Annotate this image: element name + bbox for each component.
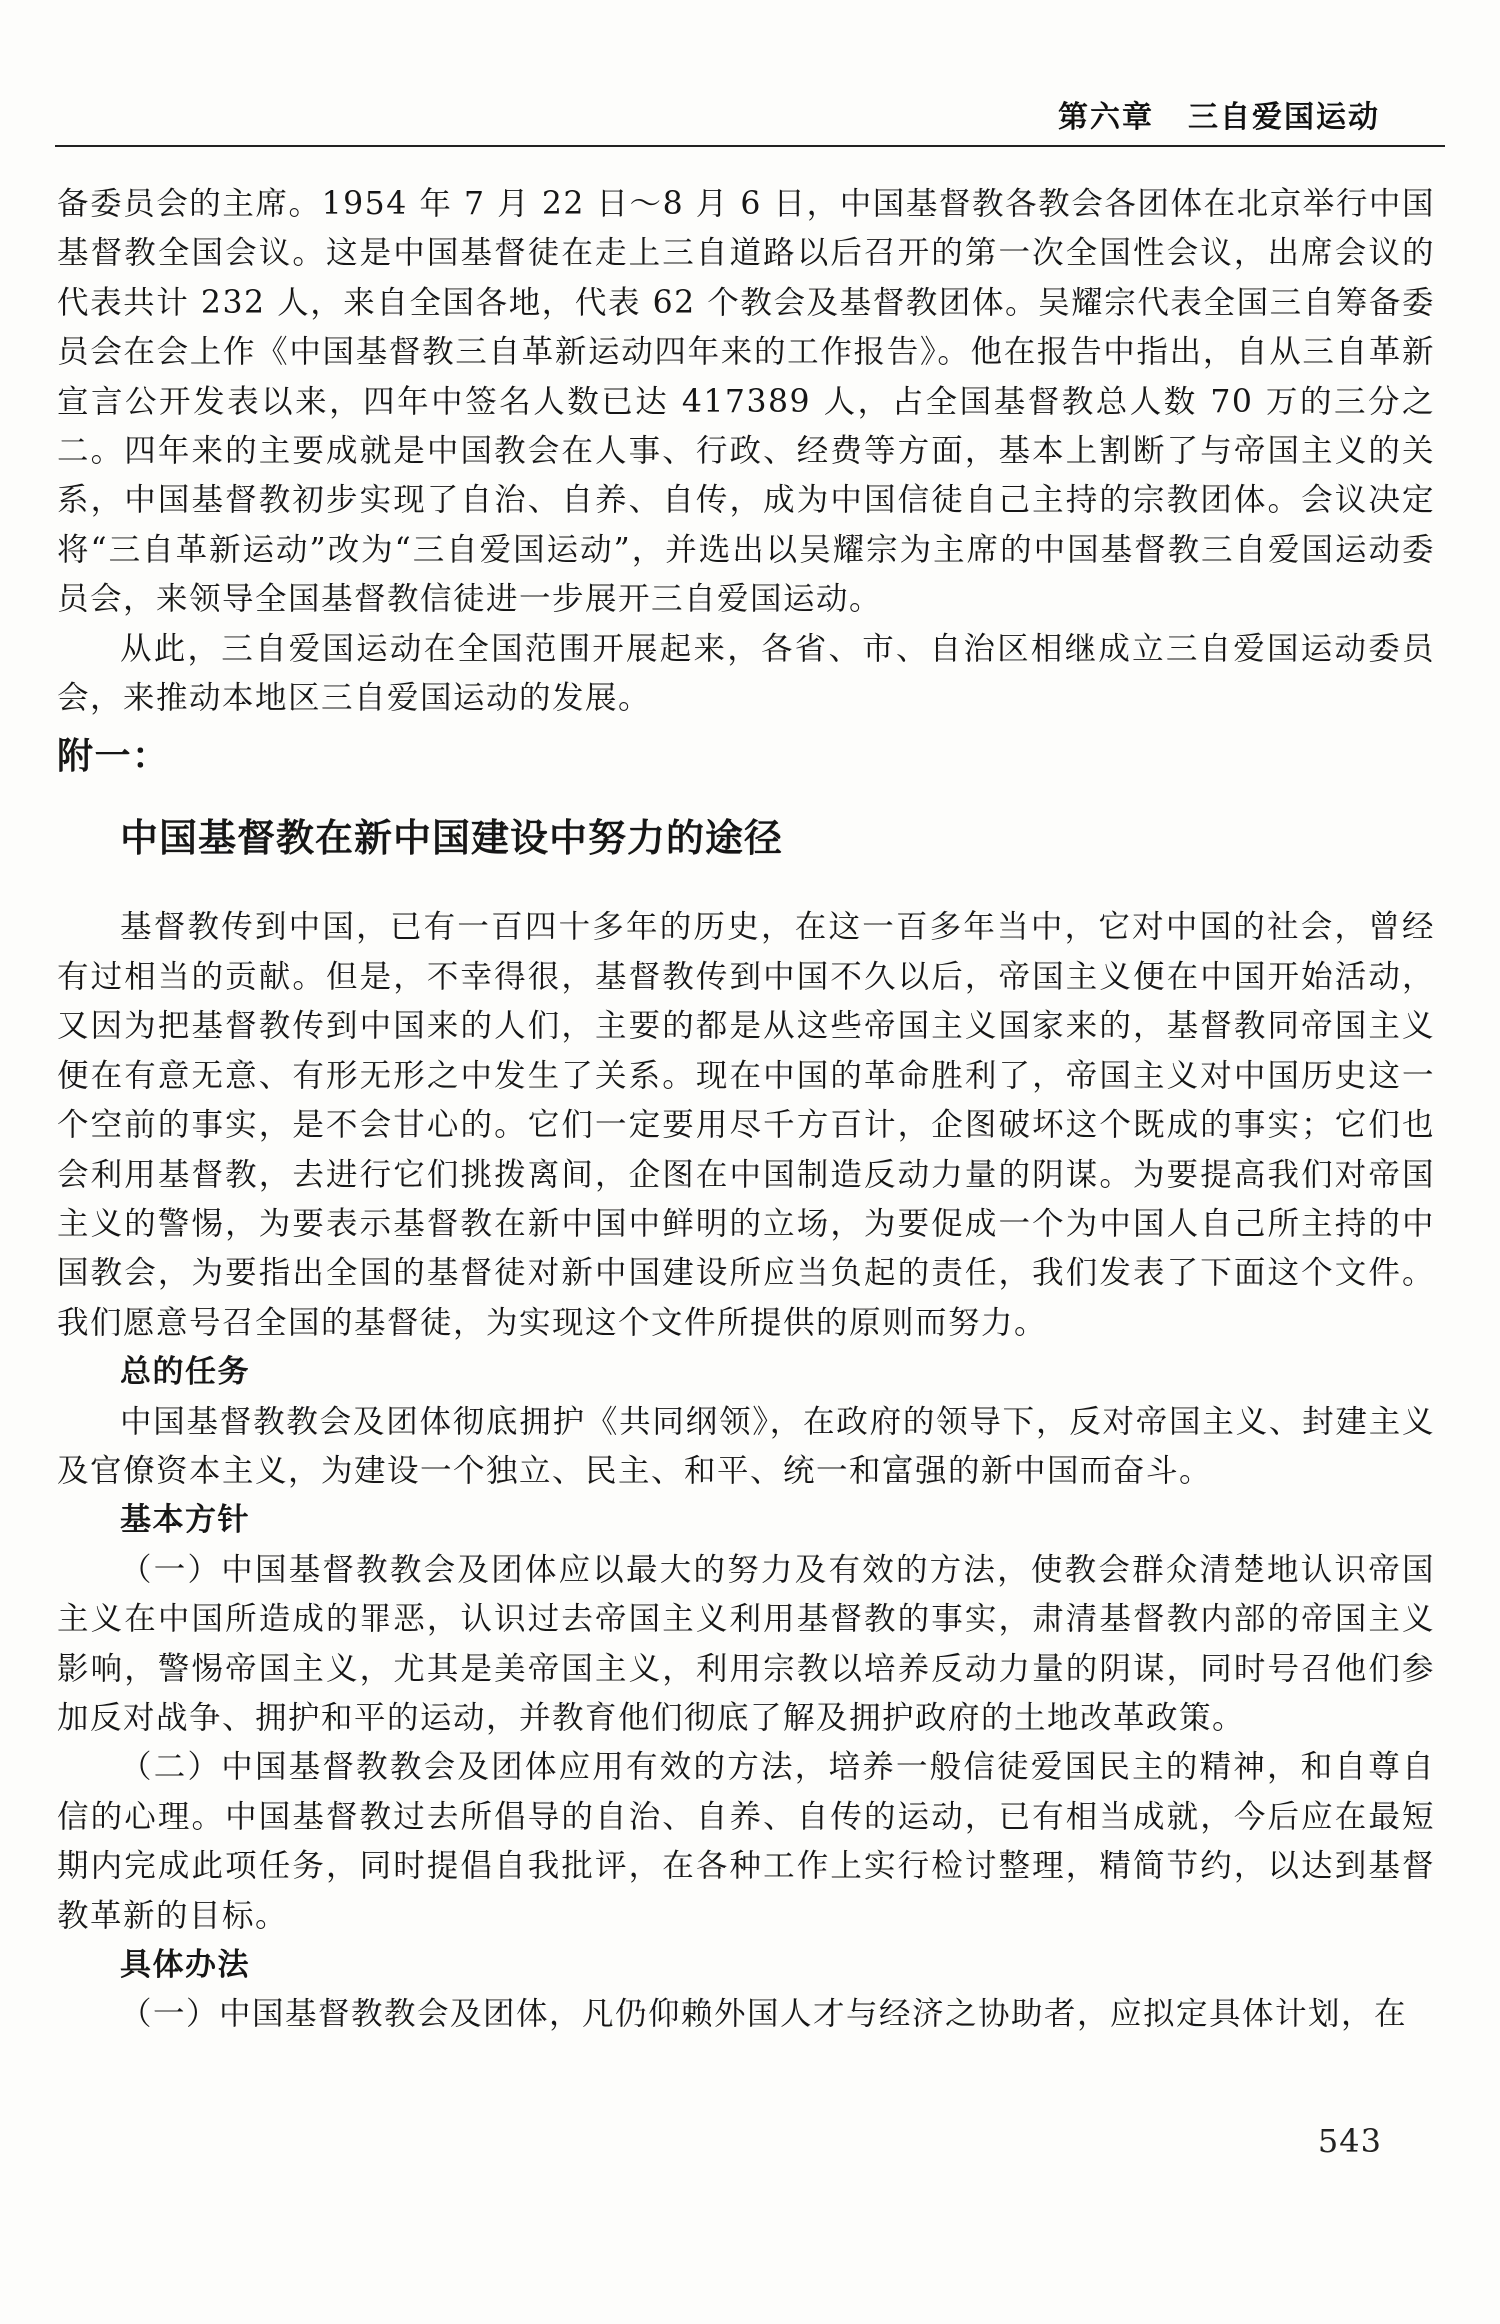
basic-policy-item-1: （一）中国基督教教会及团体应以最大的努力及有效的方法，使教会群众清楚地认识帝国主义在中国所造成的罪恶，认识过去帝国主义利用基督教的事实，肃清基督教内部的帝国主义影响，警惕帝国主义，尤其是美帝国主义，利用宗教以培养反动力量的阴谋，同时号召他们参加反对战争、拥护和平的运动，并教育他们彻底了解及拥护政府的土地改革政策。 xyxy=(57,1551,1435,1736)
basic-policy-item-2: （二）中国基督教教会及团体应用有效的方法，培养一般信徒爱国民主的精神，和自尊自信的心理。中国基督教过去所倡导的自治、自养、自传的运动，已有相当成就，今后应在最短期内完成此项任务，同时提倡自我批评，在各种工作上实行检讨整理，精简节约，以达到基督教革新的目标。 xyxy=(57,1749,1435,1934)
concrete-measures-item-1: （一）中国基督教教会及团体，凡仍仰赖外国人才与经济之协助者，应拟定具体计划，在 xyxy=(120,1996,1408,2033)
header-rule xyxy=(55,145,1445,147)
article-title: 中国基督教在新中国建设中努力的途径 xyxy=(120,816,784,861)
general-task-text: 中国基督教教会及团体彻底拥护《共同纲领》，在政府的领导下，反对帝国主义、封建主义及官僚资本主义，为建设一个独立、民主、和平、统一和富强的新中国而奋斗。 xyxy=(57,1403,1435,1489)
article-intro: 基督教传到中国，已有一百四十多年的历史，在这一百多年当中，它对中国的社会，曾经有过相当的贡献。但是，不幸得很，基督教传到中国不久以后，帝国主义便在中国开始活动，又因为把基督教传到中国来的人们，主要的都是从这些帝国主义国家来的，基督教同帝国主义便在有意无意、有形无形之中发生了关系。现在中国的革命胜利了，帝国主义对中国历史这一个空前的事实，是不会甘心的。它们一定要用尽千方百计，企图破坏这个既成的事实；它们也会利用基督教，去进行它们挑拨离间，企图在中国制造反动力量的阴谋。为要提高我们对帝国主义的警惕，为要表示基督教在新中国中鲜明的立场，为要促成一个为中国人自己所主持的中国教会，为要指出全国的基督徒对新中国建设所应当负起的责任，我们发表了下面这个文件。我们愿意号召全国的基督徒，为实现这个文件所提供的原则而努力。 xyxy=(57,909,1435,1341)
section-heading-general-task: 总的任务 xyxy=(120,1354,250,1391)
page-body xyxy=(57,180,1435,2040)
chapter-number: 第六章 xyxy=(1058,100,1154,135)
paragraph-continued: 备委员会的主席。1954 年 7 月 22 日～8 月 6 日，中国基督教各教会各团体在北京举行中国基督教全国会议。这是中国基督徒在走上三自道路以后召开的第一次全国性会议，出席会议的代表共计 232 人，来自全国各地，代表 62 个教会及基督教团体。吴耀宗代表全国三自筹备委员会在会上作《中国基督教三自革新运动四年来的工作报告》。他在报告中指出，自从三自革新宣言公开发表以来，四年中签名人数已达 417389 人，占全国基督教总人数 70 万的三分之二。四年来的主要成就是中国教会在人事、行政、经费等方面，基本上割断了与帝国主义的关系，中国基督教初步实现了自治、自养、自传，成为中国信徒自己主持的宗教团体。会议决定将“三自革新运动”改为“三自爱国运动”，并选出以吴耀宗为主席的中国基督教三自爱国运动委员会，来领导全国基督教信徒进一步展开三自爱国运动。 xyxy=(57,186,1435,618)
page-number: 543 xyxy=(1317,2122,1382,2160)
appendix-label: 附一： xyxy=(57,736,170,778)
paragraph: 从此，三自爱国运动在全国范围开展起来，各省、市、自治区相继成立三自爱国运动委员会，来推动本地区三自爱国运动的发展。 xyxy=(57,630,1435,717)
section-heading-basic-policy: 基本方针 xyxy=(120,1502,250,1539)
running-header xyxy=(1058,92,1380,136)
section-heading-concrete-measures: 具体办法 xyxy=(120,1947,250,1983)
chapter-title: 三自爱国运动 xyxy=(1188,100,1380,135)
